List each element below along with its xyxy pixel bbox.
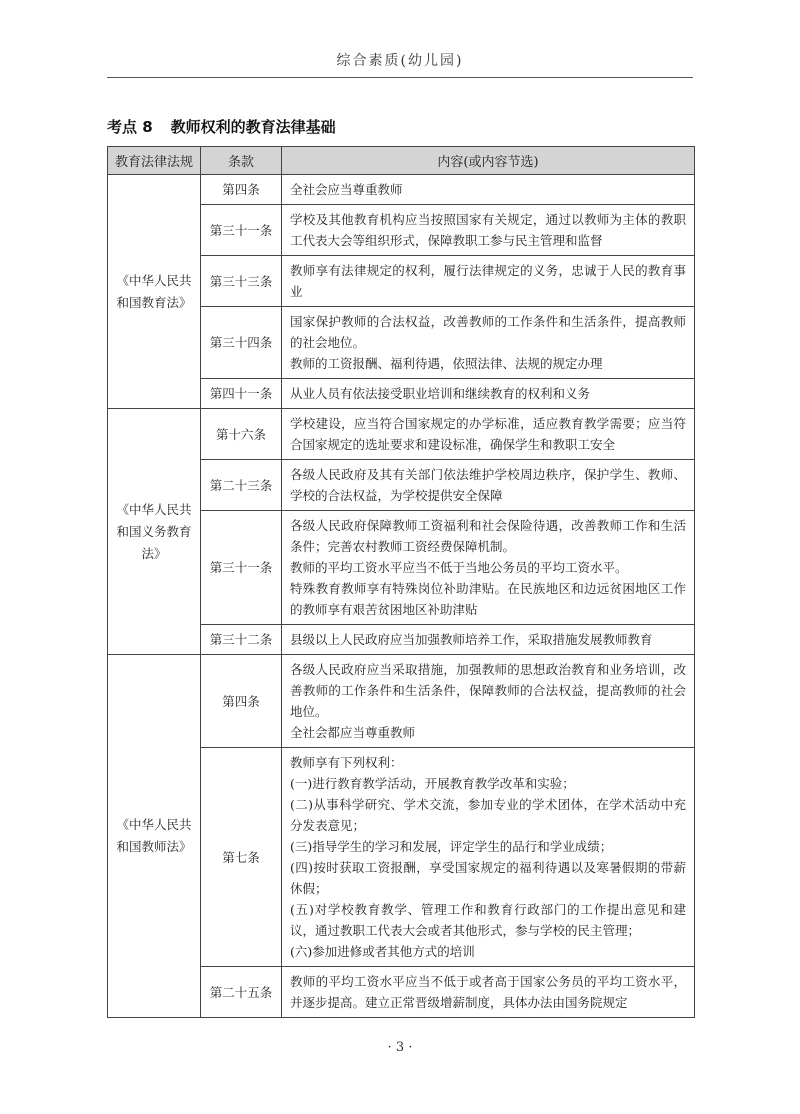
- column-header-law: 教育法律法规: [108, 147, 201, 175]
- article-cell: 第二十三条: [201, 460, 282, 511]
- content-paragraph: (三)指导学生的学习和发展，评定学生的品行和学业成绩；: [290, 839, 613, 854]
- content-paragraph: 国家保护教师的合法权益，改善教师的工作条件和生活条件，提高教师的社会地位。: [290, 314, 686, 350]
- article-cell: 第二十五条: [201, 967, 282, 1018]
- content-cell: [282, 256, 695, 307]
- section-title: 教师权利的教育法律基础: [170, 118, 336, 136]
- article-cell: 第四条: [201, 655, 282, 748]
- content-cell: [282, 625, 695, 655]
- content-cell: [282, 205, 695, 256]
- article-cell: 第三十四条: [201, 307, 282, 379]
- content-paragraph: (六)参加进修或者其他方式的培训: [290, 944, 475, 959]
- content-paragraph: 教师享有下列权利：: [290, 755, 403, 770]
- table-row: [108, 175, 695, 205]
- article-cell: 第三十一条: [201, 205, 282, 256]
- page-header: 综合素质(幼儿园): [336, 53, 464, 69]
- law-name-cell: 《中华人民共和国教育法》: [108, 175, 201, 409]
- content-paragraph: 各级人民政府应当采取措施，加强教师的思想政治教育和业务培训，改善教师的工作条件和生活条件，保障教师的合法权益，提高教师的社会地位。: [290, 662, 686, 719]
- article-cell: 第四条: [201, 175, 282, 205]
- content-paragraph: 各级人民政府及其有关部门依法维护学校周边秩序，保护学生、教师、学校的合法权益，为学校提供安全保障: [290, 467, 686, 503]
- content-cell: [282, 307, 695, 379]
- page-number: · 3 ·: [387, 1040, 413, 1055]
- article-cell: 第三十一条: [201, 511, 282, 625]
- content-cell: [282, 175, 695, 205]
- content-paragraph: 学校建设，应当符合国家规定的办学标准，适应教育教学需要；应当符合国家规定的选址要求和建设标准，确保学生和教职工安全: [290, 416, 686, 452]
- content-cell: [282, 967, 695, 1018]
- content-paragraph: 从业人员有依法接受职业培训和继续教育的权利和义务: [290, 386, 591, 401]
- law-table: [107, 146, 695, 1018]
- content-paragraph: 教师的工资报酬、福利待遇，依照法律、法规的规定办理: [290, 356, 603, 371]
- content-paragraph: (一)进行教育教学活动，开展教育教学改革和实验；: [290, 776, 575, 791]
- law-name-cell: 《中华人民共和国教师法》: [108, 655, 201, 1018]
- article-cell: 第十六条: [201, 409, 282, 460]
- content-paragraph: 特殊教育教师享有特殊岗位补助津贴。在民族地区和边远贫困地区工作的教师享有艰苦贫困地区补助津贴: [290, 581, 686, 617]
- content-paragraph: (四)按时获取工资报酬，享受国家规定的福利待遇以及寒暑假期的带薪休假；: [290, 860, 686, 896]
- table-body: [108, 175, 695, 1018]
- content-cell: [282, 409, 695, 460]
- article-cell: 第七条: [201, 748, 282, 967]
- content-paragraph: 教师的平均工资水平应当不低于当地公务员的平均工资水平。: [290, 560, 628, 575]
- header-divider: [107, 77, 693, 78]
- table-header-row: [108, 147, 695, 175]
- column-header-article: 条款: [201, 147, 282, 175]
- content-paragraph: 教师的平均工资水平应当不低于或者高于国家公务员的平均工资水平，并逐步提高。建立正常晋级增薪制度，具体办法由国务院规定: [290, 974, 686, 1010]
- content-paragraph: 全社会应当尊重教师: [290, 182, 403, 197]
- content-paragraph: (五)对学校教育教学、管理工作和教育行政部门的工作提出意见和建议，通过教职工代表大会或者其他形式，参与学校的民主管理；: [290, 902, 686, 938]
- article-cell: 第四十一条: [201, 379, 282, 409]
- law-name-cell: 《中华人民共和国义务教育法》: [108, 409, 201, 655]
- content-paragraph: 县级以上人民政府应当加强教师培养工作，采取措施发展教师教育: [290, 632, 653, 647]
- content-cell: [282, 460, 695, 511]
- table-row: [108, 409, 695, 460]
- article-cell: 第三十二条: [201, 625, 282, 655]
- column-header-content: 内容(或内容节选): [282, 147, 695, 175]
- content-paragraph: 全社会都应当尊重教师: [290, 725, 416, 740]
- content-cell: [282, 379, 695, 409]
- content-paragraph: 学校及其他教育机构应当按照国家有关规定，通过以教师为主体的教职工代表大会等组织形式，保障教职工参与民主管理和监督: [290, 212, 686, 248]
- article-cell: 第三十三条: [201, 256, 282, 307]
- content-cell: [282, 748, 695, 967]
- content-paragraph: 教师享有法律规定的权利，履行法律规定的义务，忠诚于人民的教育事业: [290, 263, 686, 299]
- content-cell: [282, 511, 695, 625]
- section-number: 考点 8: [107, 118, 153, 136]
- content-cell: [282, 655, 695, 748]
- section-heading: [107, 116, 336, 137]
- content-paragraph: 各级人民政府保障教师工资福利和社会保险待遇，改善教师工作和生活条件；完善农村教师工资经费保障机制。: [290, 518, 686, 554]
- content-paragraph: (二)从事科学研究、学术交流，参加专业的学术团体，在学术活动中充分发表意见；: [290, 797, 686, 833]
- table-row: [108, 655, 695, 748]
